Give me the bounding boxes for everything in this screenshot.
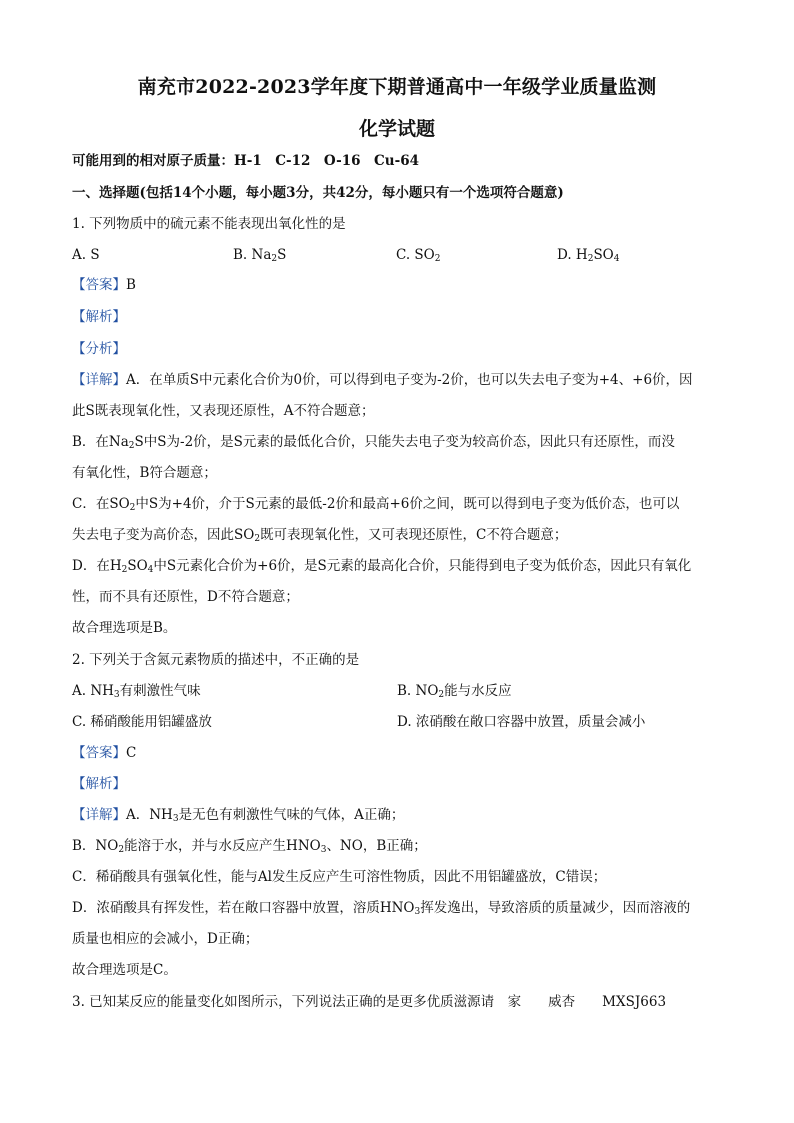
q1-option-a: A. S xyxy=(72,247,100,263)
q1-option-d: D. $H_2SO_4$ xyxy=(557,247,620,264)
q2-detail-d1: D．浓硝酸具有挥发性，若在敞口容器中放置，溶质$HNO_3$挥发逸出，导致溶质的质量减少，因而溶液的 xyxy=(72,900,691,917)
q1-detail-c1: C．在$SO_2$中S为+4价，介于S元素的最低-2价和最高+6价之间，既可以得到电子变为低价态，也可以 xyxy=(72,496,680,513)
question-3-stem: 3. 已知某反应的能量变化如图所示，下列说法正确的是更多优质滋源请 家 威杏 MXSJ663 xyxy=(72,994,667,1010)
question-2-stem: 2. 下列关于含氮元素物质的描述中，不正确的是 xyxy=(72,652,360,668)
q2-detail-b: B．$NO_2$能溶于水，并与水反应产生$HNO_3$、NO，B正确； xyxy=(72,838,427,855)
question-1-stem: 1. 下列物质中的硫元素不能表现出氧化性的是 xyxy=(72,216,346,232)
q1-detail-d2: 性，而不具有还原性，D不符合题意； xyxy=(72,589,299,605)
q1-detail-b2: 有氧化性，B符合题意； xyxy=(72,465,217,481)
atomic-masses: 可能用到的相对原子质量：H-1 C-12 O-16 Cu-64 xyxy=(72,153,419,169)
q1-answer: 【答案】B xyxy=(72,277,136,293)
q1-detail-a1: 【详解】A．在单质S中元素化合价为0价，可以得到电子变为-2价，也可以失去电子变为+4、+6价，因 xyxy=(72,372,693,388)
q2-detail-a: 【详解】A．$NH_3$是无色有刺激性气味的气体，A正确； xyxy=(72,807,405,824)
q2-detail-d2: 质量也相应的会减小，D正确； xyxy=(72,931,259,947)
q1-explanation-tag: 【解析】 xyxy=(72,309,126,325)
q1-detail-c2: 失去电子变为高价态，因此$SO_2$既可表现氧化性，又可表现还原性，C不符合题意； xyxy=(72,527,568,544)
q1-conclusion: 故合理选项是B。 xyxy=(72,620,177,636)
q2-option-b: B. $NO_2$能与水反应 xyxy=(397,683,512,700)
q2-explanation-tag: 【解析】 xyxy=(72,776,126,792)
q1-analysis-tag: 【分析】 xyxy=(72,341,126,357)
q2-detail-c: C．稀硝酸具有强氧化性，能与Al发生反应产生可溶性物质，因此不用铝罐盛放，C错误； xyxy=(72,869,607,885)
page-title: 南充市2022-2023学年度下期普通高中一年级学业质量监测 xyxy=(137,76,657,98)
q2-option-d: D. 浓硝酸在敞口容器中放置，质量会减小 xyxy=(397,714,646,730)
page-subtitle: 化学试题 xyxy=(358,118,435,140)
q2-answer: 【答案】C xyxy=(72,745,137,761)
section-heading: 一、选择题(包括14个小题，每小题3分，共42分，每小题只有一个选项符合题意) xyxy=(72,185,564,201)
q2-option-a: A. $NH_3$有刺激性气味 xyxy=(72,683,201,700)
q1-detail-a2: 此S既表现氧化性，又表现还原性，A不符合题意； xyxy=(72,403,375,419)
q1-detail-d1: D．在$H_2SO_4$中S元素化合价为+6价，是S元素的最高化合价，只能得到电子变为低价态，因此只有氧化 xyxy=(72,558,692,575)
q1-option-b: B. $Na_2S$ xyxy=(233,247,287,264)
q1-option-c: C. $SO_2$ xyxy=(396,247,441,264)
q2-conclusion: 故合理选项是C。 xyxy=(72,962,177,978)
q1-detail-b1: B．在$Na_2S$中S为-2价，是S元素的最低化合价，只能失去电子变为较高价态，因此只有还原性，而没 xyxy=(72,434,675,451)
q2-option-c: C. 稀硝酸能用铝罐盛放 xyxy=(72,714,212,730)
